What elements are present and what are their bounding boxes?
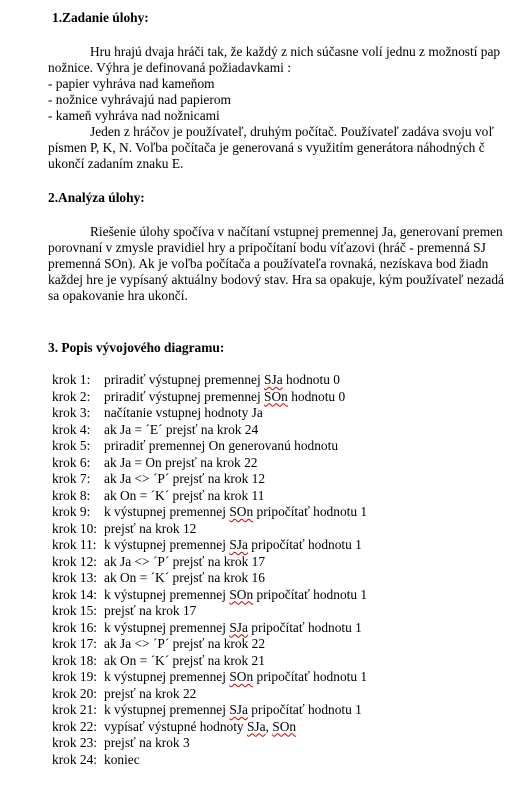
step-row	[52, 603, 367, 620]
step-row	[52, 554, 367, 571]
step-row	[52, 735, 367, 752]
section-2-paragraph-line: porovnaní v zmysle pravidiel hry a pripočítaní bodu víťazovi (hráč - premenná SJ	[48, 240, 486, 255]
step-label: krok 17:	[52, 636, 98, 651]
step-label: krok 1:	[52, 372, 91, 387]
step-text: ak Ja <> ´P´ prejsť na krok 12	[104, 471, 266, 486]
section-1-paragraph-line: ukončí zadaním znaku E.	[48, 156, 184, 171]
step-text: koniec	[104, 751, 140, 767]
section-2-paragraph-line: premenná SOn). Ak je voľba počítača a používateľa rovnaká, nezískava bod žiadn	[48, 256, 489, 271]
section-1-paragraph-line: nožnice. Výhra je definovaná požiadavkami :	[48, 60, 291, 75]
step-text: k výstupnej premennej SOn pripočítať hodnotu 1	[104, 669, 368, 684]
step-row	[52, 653, 367, 670]
step-label: krok 15:	[52, 603, 98, 618]
step-text: k výstupnej premennej SOn pripočítať hodnotu 1	[104, 586, 368, 602]
step-text: ak Ja <> ´P´ prejsť na krok 17	[104, 553, 266, 569]
step-text: k výstupnej premennej SOn pripočítať hodnotu 1	[104, 504, 368, 519]
step-label: krok 21:	[52, 702, 98, 717]
section-2-paragraph-line: každej hre je vypísaný aktuálny bodový stav. Hra sa opakuje, kým používateľ nezadá	[48, 272, 504, 287]
step-row	[52, 686, 367, 703]
step-label: krok 13:	[52, 570, 98, 585]
section-1-heading: 1.Zadanie úlohy:	[52, 10, 149, 25]
step-list	[52, 372, 367, 768]
step-label: krok 22:	[52, 718, 98, 734]
step-label: krok 5:	[52, 438, 91, 453]
step-row	[52, 389, 367, 406]
step-row	[52, 702, 367, 719]
step-row	[52, 570, 367, 587]
step-row	[52, 504, 367, 521]
step-text: k výstupnej premennej SJa pripočítať hodnotu 1	[104, 619, 362, 635]
section-1-paragraph-line: Hru hrajú dvaja hráči tak, že každý z nich súčasne volí jednu z možností pap	[90, 44, 501, 59]
step-text: načítanie vstupnej hodnoty Ja	[104, 405, 263, 420]
section-1-list-item: - kameň vyhráva nad nožnicami	[48, 108, 220, 123]
step-text: k výstupnej premennej SJa pripočítať hodnotu 1	[104, 702, 362, 717]
section-3-heading: 3. Popis vývojového diagramu:	[48, 340, 225, 355]
step-row	[52, 620, 367, 637]
step-text: priradiť výstupnej premennej SJa hodnotu 0	[104, 372, 340, 387]
step-label: krok 20:	[52, 685, 98, 701]
step-text: ak On = ´K´ prejsť na krok 21	[104, 652, 265, 668]
section-1-list-item: - nožnice vyhrávajú nad papierom	[48, 92, 231, 107]
section-2-heading: 2.Analýza úlohy:	[48, 190, 145, 205]
step-text: prejsť na krok 17	[104, 603, 197, 618]
step-label: krok 8:	[52, 487, 91, 503]
step-row	[52, 636, 367, 653]
step-row	[52, 422, 367, 439]
step-text: ak On = ´K´ prejsť na krok 11	[104, 487, 265, 503]
step-text: ak On = ´K´ prejsť na krok 16	[104, 570, 265, 585]
step-text: prejsť na krok 22	[104, 685, 197, 701]
step-row	[52, 752, 367, 769]
step-text: k výstupnej premennej SJa pripočítať hodnotu 1	[104, 537, 362, 552]
step-row	[52, 669, 367, 686]
step-text: priradiť výstupnej premennej SOn hodnotu 0	[104, 388, 346, 404]
step-label: krok 3:	[52, 405, 91, 420]
step-label: krok 14:	[52, 586, 98, 602]
step-row	[52, 488, 367, 505]
step-row	[52, 471, 367, 488]
step-text: ak Ja <> ´P´ prejsť na krok 22	[104, 636, 266, 651]
step-row	[52, 455, 367, 472]
step-label: krok 24:	[52, 751, 98, 767]
step-row	[52, 719, 367, 736]
section-2-paragraph-line: Riešenie úlohy spočíva v načítaní vstupnej premennej Ja, generovaní premen	[90, 224, 503, 239]
step-label: krok 4:	[52, 421, 91, 437]
step-text: ak Ja = On prejsť na krok 22	[104, 454, 258, 470]
step-row	[52, 587, 367, 604]
step-row	[52, 521, 367, 538]
section-1-paragraph-line: písmen P, K, N. Voľba počítača je generovaná s využitím generátora náhodných č	[48, 140, 485, 155]
section-2-paragraph-line: sa opakovanie hra ukončí.	[48, 288, 188, 303]
step-row	[52, 537, 367, 554]
step-label: krok 18:	[52, 652, 98, 668]
step-label: krok 16:	[52, 619, 98, 635]
step-row	[52, 438, 367, 455]
step-label: krok 2:	[52, 388, 91, 404]
step-label: krok 23:	[52, 735, 98, 750]
step-label: krok 9:	[52, 504, 91, 519]
step-row	[52, 405, 367, 422]
step-text: vypísať výstupné hodnoty SJa, SOn	[104, 718, 297, 734]
step-label: krok 10:	[52, 520, 98, 536]
step-text: prejsť na krok 3	[104, 735, 190, 750]
step-row	[52, 372, 367, 389]
step-label: krok 7:	[52, 471, 91, 486]
step-label: krok 12:	[52, 553, 98, 569]
step-label: krok 11:	[52, 537, 97, 552]
step-text: prejsť na krok 12	[104, 520, 197, 536]
step-label: krok 6:	[52, 454, 91, 470]
section-1-paragraph-line: Jeden z hráčov je používateľ, druhým počítač. Používateľ zadáva svoju voľ	[90, 124, 494, 139]
step-label: krok 19:	[52, 669, 98, 684]
step-text: priradiť premennej On generovanú hodnotu	[104, 438, 339, 453]
step-text: ak Ja = ´E´ prejsť na krok 24	[104, 421, 259, 437]
section-1-list-item: - papier vyhráva nad kameňom	[48, 76, 215, 91]
